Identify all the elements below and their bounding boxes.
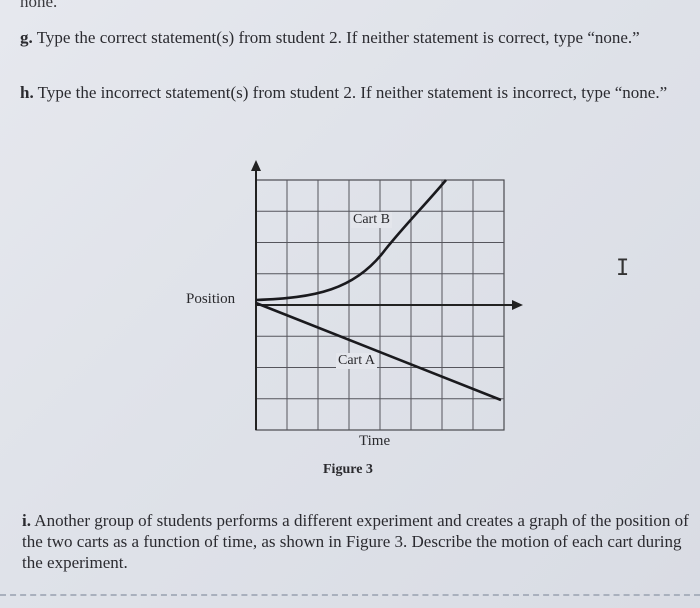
x-axis-arrow bbox=[512, 300, 523, 310]
cart-a-label: Cart A bbox=[338, 353, 375, 368]
question-i-text: Another group of students performs a different experiment and creates a graph of the position of the two carts as a function of time, as shown in Figure 3. Describe the motion of each cart during the experiment. bbox=[22, 511, 689, 572]
cart-a-line bbox=[256, 303, 501, 400]
divider-line bbox=[0, 594, 700, 596]
question-i bbox=[22, 510, 692, 573]
figure-caption: Figure 3 bbox=[323, 462, 373, 477]
question-h-text: Type the incorrect statement(s) from student 2. If neither statement is incorrect, type “none.” bbox=[33, 83, 668, 102]
question-g-letter: g. bbox=[20, 28, 33, 47]
cart-b-label: Cart B bbox=[353, 212, 390, 227]
question-g-text: Type the correct statement(s) from student 2. If neither statement is correct, type “none.” bbox=[32, 28, 640, 47]
y-axis-arrow bbox=[251, 160, 261, 171]
question-h-letter: h. bbox=[20, 83, 34, 102]
cutoff-previous-text: none. bbox=[20, 0, 58, 11]
y-axis-label: Position bbox=[186, 291, 236, 307]
cart-b-curve bbox=[256, 180, 446, 300]
x-axis-label: Time bbox=[359, 433, 391, 449]
question-i-letter: i. bbox=[22, 511, 31, 530]
text-cursor-icon: I bbox=[616, 256, 630, 281]
